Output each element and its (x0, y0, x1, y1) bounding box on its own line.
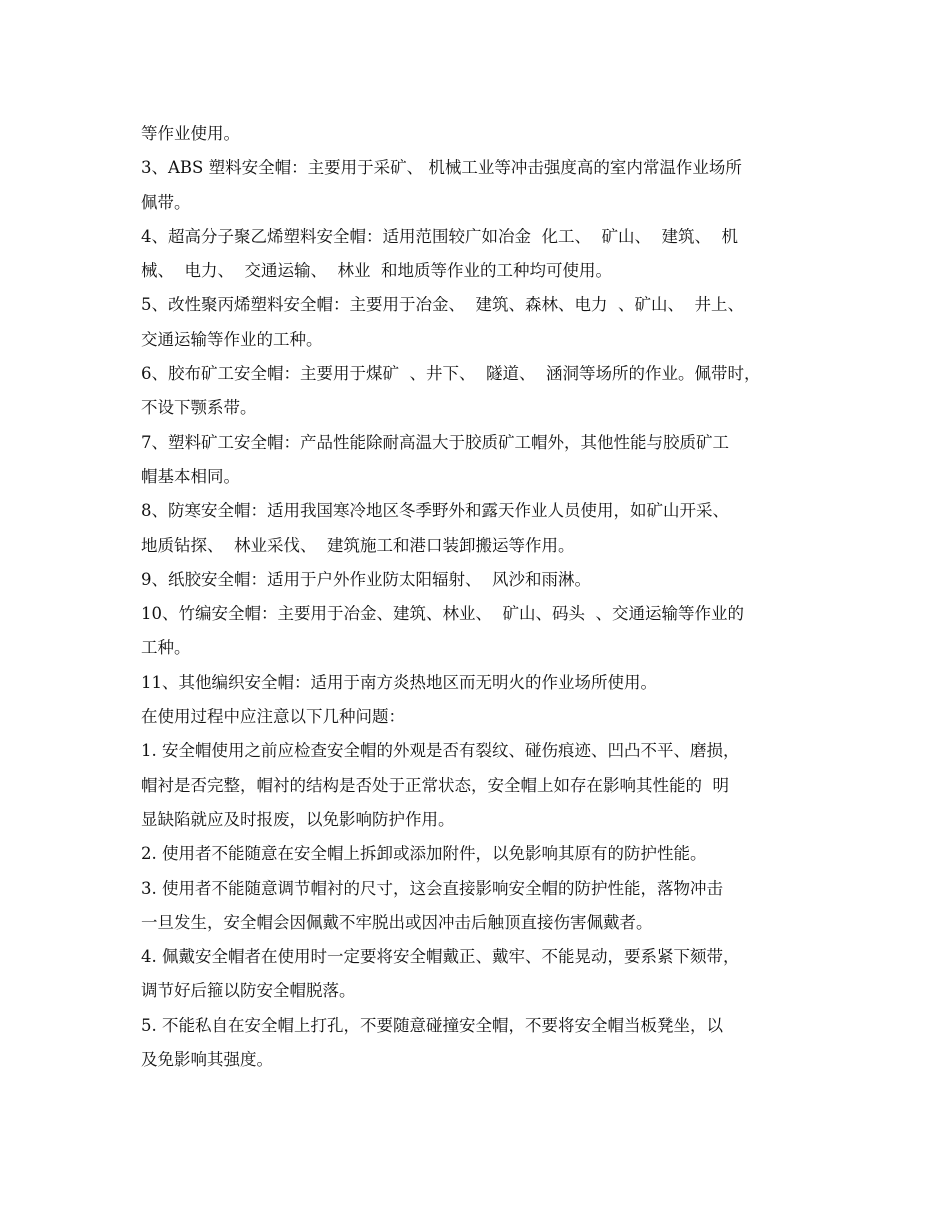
text-line: 交通运输等作业的工种。 (141, 329, 323, 349)
text-line: 4、超高分子聚乙烯塑料安全帽：适用范围较广如冶金 化工、 矿山、 建筑、 机 (141, 226, 738, 246)
text-line: 7、塑料矿工安全帽：产品性能除耐高温大于胶质矿工帽外，其他性能与胶质矿工 (141, 432, 729, 452)
text-line: 3、ABS 塑料安全帽：主要用于采矿、 机械工业等冲击强度高的室内常温作业场所 (141, 158, 742, 178)
text-line: 6、胶布矿工安全帽：主要用于煤矿 、井下、 隧道、 涵洞等场所的作业。佩带时， (141, 364, 761, 384)
text-line: 及免影响其强度。 (141, 1050, 273, 1070)
text-line: 在使用过程中应注意以下几种问题： (141, 707, 405, 727)
text-line: 帽衬是否完整，帽衬的结构是否处于正常状态，安全帽上如存在影响其性能的 明 (141, 775, 729, 795)
document-body (141, 117, 821, 1077)
text-line: 佩带。 (141, 192, 191, 212)
text-line: 11、其他编织安全帽：适用于南方炎热地区而无明火的作业场所使用。 (141, 672, 657, 692)
text-line: 9、纸胶安全帽：适用于户外作业防太阳辐射、 风沙和雨淋。 (141, 569, 591, 589)
text-line: 2. 使用者不能随意在安全帽上拆卸或添加附件，以免影响其原有的防护性能。 (141, 844, 707, 864)
text-line: 械、 电力、 交通运输、 林业 和地质等作业的工种均可使用。 (141, 261, 612, 281)
text-line: 一旦发生，安全帽会因佩戴不牢脱出或因冲击后触顶直接伤害佩戴者。 (141, 912, 653, 932)
text-line: 等作业使用。 (141, 124, 240, 143)
text-line: 3. 使用者不能随意调节帽衬的尺寸，这会直接影响安全帽的防护性能，落物冲击 (141, 878, 723, 898)
text-line: 地质钻探、 林业采伐、 建筑施工和港口装卸搬运等作用。 (141, 535, 575, 555)
text-line: 工种。 (141, 638, 191, 658)
text-line: 不设下颚系带。 (141, 398, 257, 418)
text-line: 8、防寒安全帽：适用我国寒冷地区冬季野外和露天作业人员使用，如矿山开采、 (141, 501, 729, 521)
text-line: 4. 佩戴安全帽者在使用时一定要将安全帽戴正、戴牢、不能晃动，要系紧下颏带， (141, 947, 740, 967)
text-line: 5、改性聚丙烯塑料安全帽：主要用于冶金、 建筑、森林、电力 、矿山、 井上、 (141, 295, 744, 315)
text-line: 10、竹编安全帽：主要用于冶金、建筑、林业、 矿山、码头 、交通运输等作业的 (141, 604, 744, 624)
text-line: 1. 安全帽使用之前应检查安全帽的外观是否有裂纹、碰伤痕迹、凹凸不平、磨损， (141, 741, 740, 761)
text-line: 5. 不能私自在安全帽上打孔，不要随意碰撞安全帽，不要将安全帽当板凳坐，以 (141, 1015, 723, 1035)
text-line: 帽基本相同。 (141, 466, 240, 486)
text-line: 显缺陷就应及时报废，以免影响防护作用。 (141, 809, 455, 829)
text-line: 调节好后箍以防安全帽脱落。 (141, 981, 356, 1001)
